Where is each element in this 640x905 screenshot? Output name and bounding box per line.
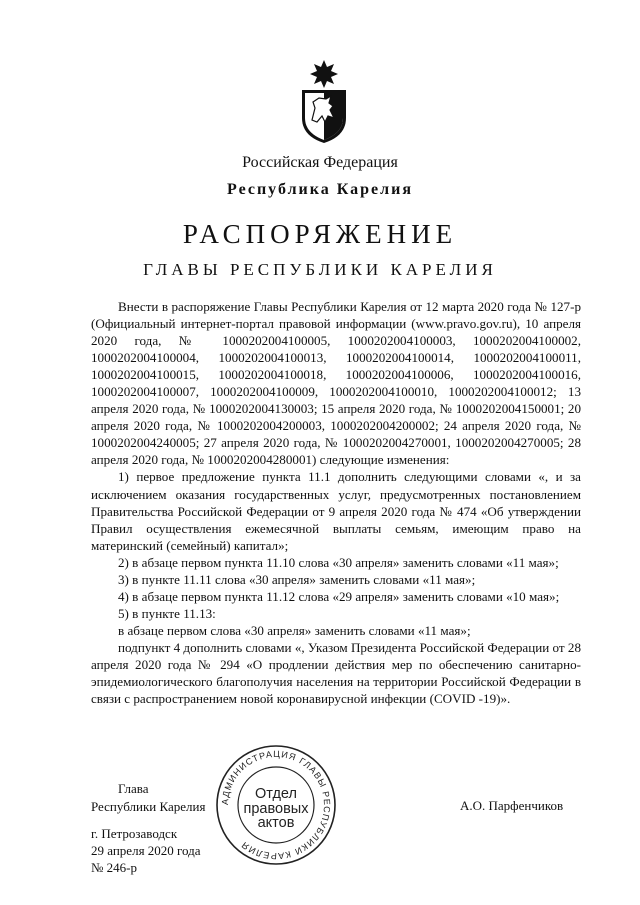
document-body bbox=[91, 298, 581, 707]
signatory-name: А.О. Парфенчиков bbox=[460, 798, 564, 813]
stamp-line-3: актов bbox=[257, 815, 295, 831]
stamp-line-2: правовых bbox=[243, 800, 309, 817]
city: г. Петрозаводск bbox=[91, 826, 178, 841]
paragraph-item-4: 4) в абзаце первом пункта 11.12 слова «29 апреля» заменить словами «10 мая»; bbox=[118, 588, 560, 604]
republic-name: Республика Карелия bbox=[227, 181, 413, 198]
paragraph-item-2: 2) в абзаце первом пункта 11.10 слова «30 апреля» заменить словами «11 мая»; bbox=[118, 554, 559, 570]
paragraph-item-3: 3) в пункте 11.11 слова «30 апреля» заменить словами «11 мая»; bbox=[118, 571, 476, 587]
federation-name: Российская Федерация bbox=[242, 154, 398, 171]
paragraph-item-5-sub4: подпункт 4 дополнить словами «, Указом Президента Российской Федерации от 28 апреля 2020 года № 294 «О продлении действия мер по обеспечению санитарно-эпидемиологического благополучия населения на территории Российской Федерации в связи с распространением новой коронавирусной инфекции (COVID -19)». bbox=[91, 639, 581, 707]
stamp-ring-text: АДМИНИСТРАЦИЯ ГЛАВЫ РЕСПУБЛИКИ КАРЕЛИЯ bbox=[219, 748, 333, 862]
date: 29 апреля 2020 года bbox=[91, 843, 201, 858]
position-line-1: Глава bbox=[118, 781, 149, 796]
paragraph-item-1: 1) первое предложение пункта 11.1 дополнить следующими словами «, и за исключением оказания государственных услуг, предусмотренных постановлением Правительства Российской Федерации от 9 апреля 2020 года № 474 «Об утверждении Правил осуществления ежемесячной выплаты семьям, имеющим право на материнский (семейный) капитал»; bbox=[91, 469, 581, 553]
document-footer bbox=[91, 825, 201, 876]
issuer-title: ГЛАВЫ РЕСПУБЛИКИ КАРЕЛИЯ bbox=[143, 260, 497, 279]
paragraph-item-5: 5) в пункте 11.13: bbox=[118, 605, 216, 621]
stamp-line-1: Отдел bbox=[255, 786, 297, 802]
paragraph-intro: Внести в распоряжение Главы Республики Карелия от 12 марта 2020 года № 127-р (Официальный интернет-портал правовой информации (www.pravo.gov.ru), 10 апреля 2020 года, № 1000202004100005, 1000202004100003, 1000202004100002, 1000202004100004, 1000202004100013, 1000202004100014, 1000202004100011, 1000202004100015, 1000202004100018, 1000202004100006, 1000202004100016, 1000202004100007, 1000202004100009, 1000202004100010, 1000202004100012; 13 апреля 2020 года, № 1000202004130003; 15 апреля 2020 года, № 1000202004150001; 20 апреля 2020 года, № 1000202004200003, 1000202004200002; 24 апреля 2020 года, № 1000202004240005; 27 апреля 2020 года, № 1000202004270001, 1000202004270005; 28 апреля 2020 года, № 1000202004280001) следующие изменения: bbox=[91, 299, 581, 468]
coat-of-arms-icon bbox=[295, 58, 353, 144]
position-line-2: Республики Карелия bbox=[91, 799, 206, 814]
document-type: РАСПОРЯЖЕНИЕ bbox=[182, 219, 458, 249]
paragraph-item-5-first: в абзаце первом слова «30 апреля» заменить словами «11 мая»; bbox=[118, 622, 471, 638]
signatory-position bbox=[91, 780, 205, 816]
document-number: № 246-р bbox=[91, 860, 137, 875]
stamp-center-text bbox=[214, 787, 338, 831]
